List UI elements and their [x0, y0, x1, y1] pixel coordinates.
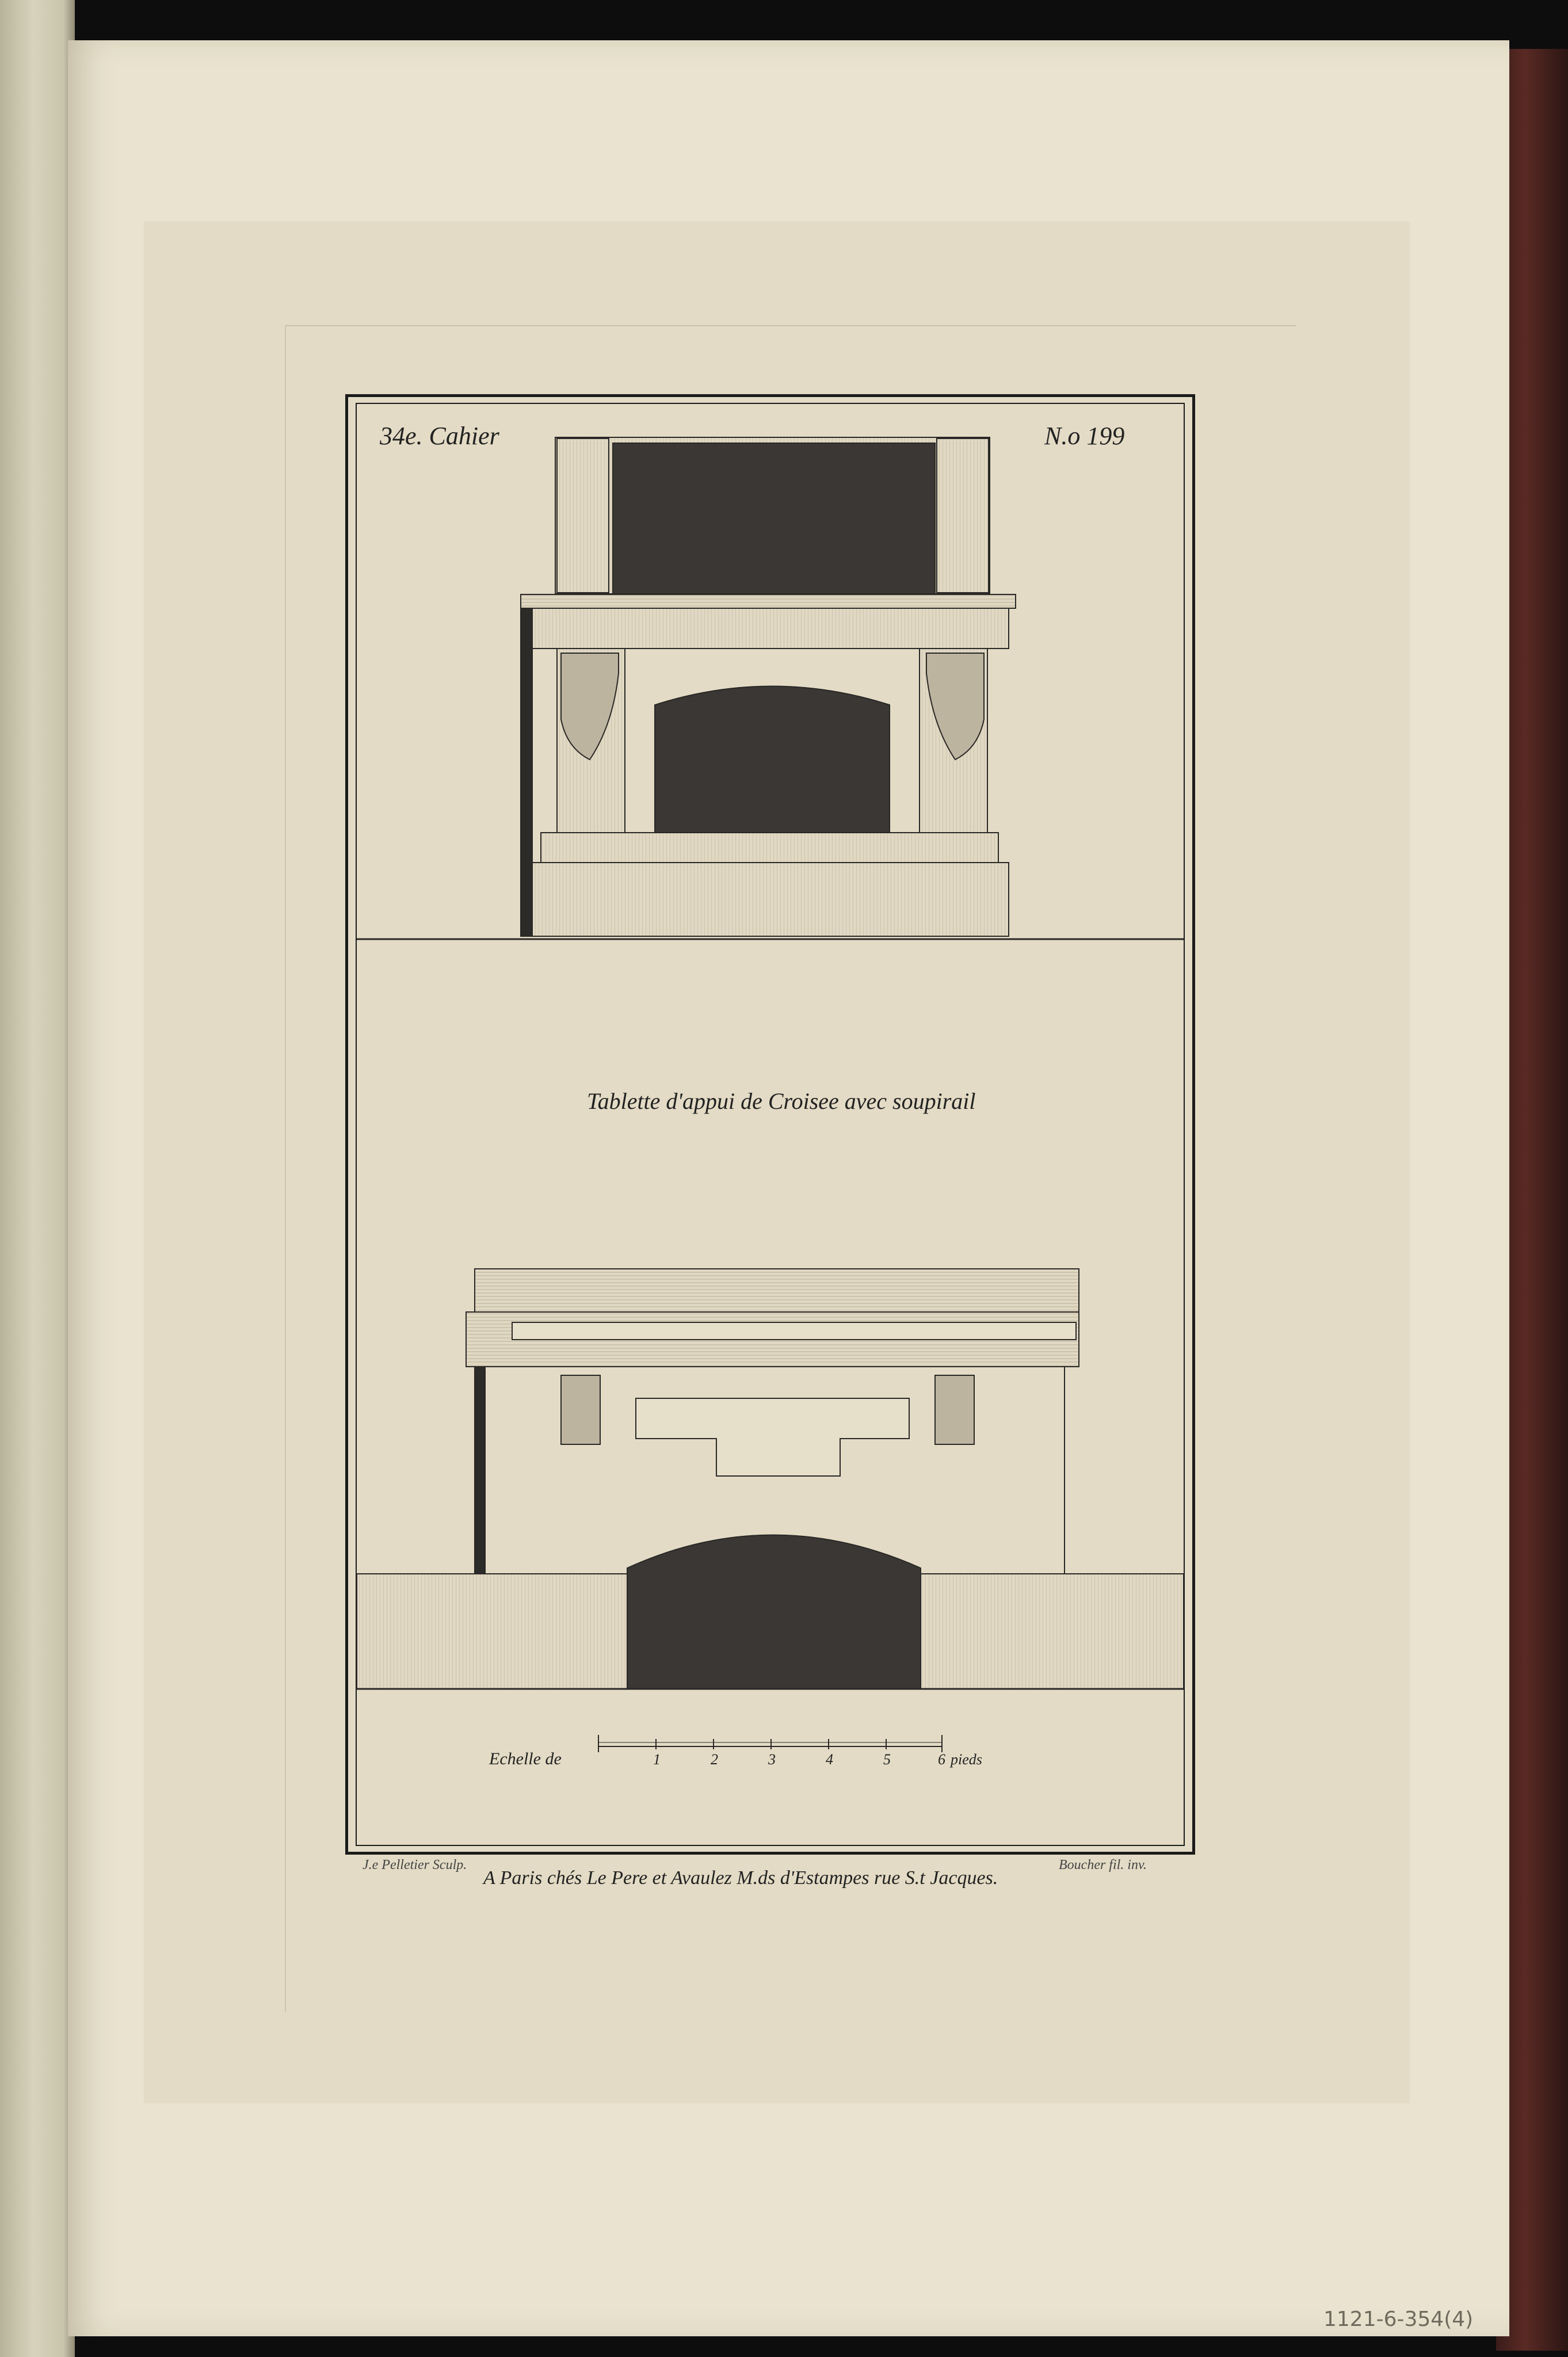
- upper-arched-opening: [655, 686, 890, 833]
- scale-tick-2: 2: [711, 1751, 718, 1768]
- inventor-credit: Boucher fil. inv.: [1059, 1858, 1147, 1872]
- engraver-credit: J.e Pelletier Sculp.: [363, 1858, 467, 1872]
- scale-tick-5: 5: [883, 1751, 891, 1768]
- scale-tick-1: 1: [653, 1751, 661, 1768]
- plate-number: N.o 199: [1044, 422, 1125, 450]
- publisher-line: A Paris chés Le Pere et Avaulez M.ds d'Estampes rue S.t Jacques.: [483, 1867, 998, 1889]
- cahier-label: 34e. Cahier: [380, 422, 499, 450]
- scale-tick-4: 4: [826, 1751, 833, 1768]
- scale-tick-6: 6: [938, 1751, 945, 1768]
- lower-arched-opening: [627, 1535, 921, 1689]
- upper-elevation: [357, 437, 1184, 939]
- scale-tick-3: 3: [768, 1751, 776, 1768]
- scale-label: Echelle de: [489, 1749, 562, 1768]
- scale-unit: pieds: [951, 1751, 982, 1768]
- lower-elevation: [357, 1269, 1184, 1752]
- catalog-number: 1121-6-354(4): [1323, 2308, 1474, 2331]
- upper-dark-panel: [613, 443, 935, 594]
- plate-caption: Tablette d'appui de Croisee avec soupirail: [587, 1088, 976, 1114]
